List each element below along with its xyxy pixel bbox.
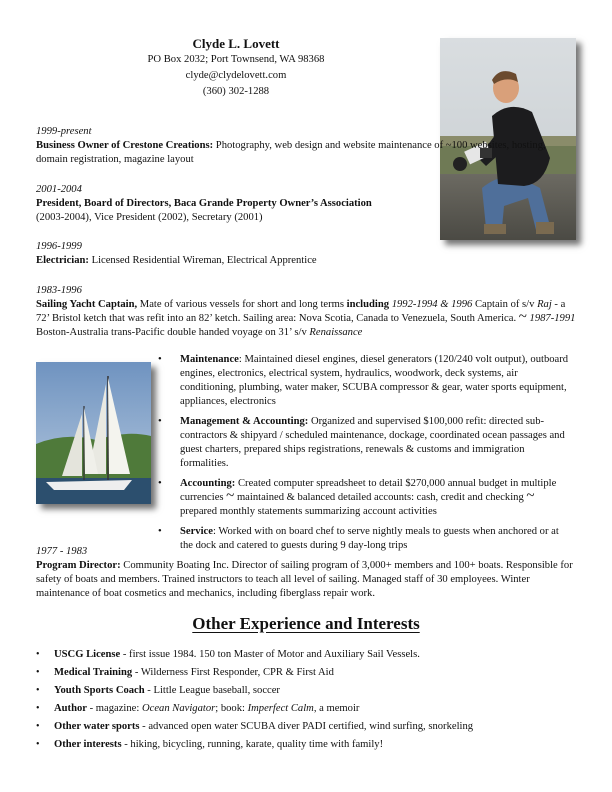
item-text: - Wilderness First Responder, CPR & First Aid — [132, 667, 334, 678]
job-date: 1999-present — [36, 126, 92, 137]
job-details: (2003-2004), Vice President (2002), Secretary (2001) — [36, 212, 263, 223]
item-text: - Little League baseball, soccer — [144, 685, 280, 696]
job-description — [36, 254, 580, 268]
bullet-icon: • — [158, 416, 162, 427]
bullet-icon: • — [36, 649, 40, 660]
sailboat-photo — [36, 362, 151, 504]
other-item-coach — [36, 684, 576, 702]
duty-item-maintenance — [158, 353, 574, 409]
job-details: Community Boating Inc. Director of sailing program of 3,000+ members and 100+ boats. Responsible for safety of boats and members. Trained instructors to teach all level of sailing. Managed staff of 30 employees. Winter maintenance of boat cosmetics and mechanics, including fiberglass repair work. — [36, 560, 573, 599]
duty-text: : Maintained diesel engines, diesel generators (120/240 volt output), outboard engines, electronics, electrical system, hydraulics, woodwork, deck systems, air conditioning, plumbing, water maker, SCUBA compressor & gear, water sports equipment, appliances, electronics — [180, 354, 569, 407]
item-title: Medical Training — [54, 667, 133, 678]
job-description: Sailing Yacht Captain, Mate of various vessels for short and long terms including 1992-1994 & 1996 Captain of s/v Raj - a 72’ Bristol ketch that was refit into an 82’ ketch. Sailing area: Nova Scotia, Canada to Venezuela, South America. ~ 1987-1991 Boston-Australia trans-Pacific double handed voyage on 31’ s/v Renaissance — [36, 299, 576, 338]
job-title: Electrician: — [36, 255, 89, 266]
section-heading-text: Other Experience and Interests — [192, 614, 420, 633]
job-entry-program-director — [36, 545, 580, 601]
bullet-icon: • — [158, 526, 162, 537]
section-heading — [120, 614, 492, 634]
magazine-name: Ocean Navigator — [141, 703, 216, 714]
item-title: Youth Sports Coach — [54, 685, 145, 696]
job-entry-crestone — [36, 125, 580, 167]
duty-item-management — [158, 415, 574, 471]
job-title: Sailing Yacht Captain, — [36, 299, 138, 310]
item-title: Other interests — [54, 739, 122, 750]
bullet-icon: • — [36, 685, 40, 696]
item-text: - advanced open water SCUBA diver PADI certified, wind surfing, snorkeling — [139, 721, 474, 732]
resume-header — [120, 36, 352, 100]
job-entry-sailing — [36, 284, 578, 340]
other-item-medical — [36, 666, 576, 684]
bullet-icon: • — [36, 703, 40, 714]
other-item-author: • Author - magazine: Ocean Navigator; book: Imperfect Calm, a memoir — [36, 703, 360, 714]
sailboat-image — [36, 362, 151, 504]
job-entry-baca — [36, 183, 580, 225]
item-text: - first issue 1984. 150 ton Master of Motor and Auxiliary Sail Vessels. — [120, 649, 420, 660]
job-title: Program Director: — [36, 560, 121, 571]
job-date: 2001-2004 — [36, 184, 82, 195]
other-item-water-sports — [36, 720, 576, 738]
item-title: USCG License — [54, 649, 121, 660]
job-title: President, Board of Directors, Baca Grande Property Owner’s Association — [36, 198, 372, 209]
other-item-uscg — [36, 648, 576, 666]
tilde-separator: ~ — [226, 488, 235, 504]
tilde-separator: ~ — [518, 309, 527, 325]
phone-number: (360) 302-1288 — [202, 86, 270, 97]
item-title: Author — [54, 703, 87, 714]
item-text: - hiking, bicycling, running, karate, quality time with family! — [121, 739, 384, 750]
bullet-icon: • — [36, 667, 40, 678]
bullet-icon: • — [36, 739, 40, 750]
duty-title: Management & Accounting: — [180, 416, 309, 427]
bullet-icon: • — [158, 478, 162, 489]
duty-text: Organized and supervised $100,000 refit: directed sub-contractors & shipyard / scheduled maintenance, dockage, coordinated ocean passages and guest charters, prepared ships registrations, renewals & customs and immigration formalities. — [180, 416, 565, 469]
bullet-icon: • — [36, 721, 40, 732]
job-date: 1977 - 1983 — [36, 546, 88, 557]
person-name: Clyde L. Lovett — [192, 36, 280, 51]
duty-text: : Worked with on board chef to serve nightly meals to guests when anchored or at the dock and catered to guests during 9 day-long trips — [180, 526, 559, 551]
email-address: clyde@clydelovett.com — [185, 70, 287, 81]
tilde-separator: ~ — [526, 488, 535, 504]
duty-title: Accounting: — [180, 478, 236, 489]
book-title: Imperfect Calm — [247, 703, 314, 714]
job-details: Photography, web design and website maintenance of ~100 websites, hosting, domain registration, magazine layout — [36, 140, 546, 165]
item-title: Other water sports — [54, 721, 140, 732]
duty-title: Maintenance — [180, 354, 239, 365]
job-title: Business Owner of Crestone Creations: — [36, 140, 214, 151]
job-date: 1983-1996 — [36, 285, 82, 296]
job-description — [36, 559, 580, 601]
duty-item-accounting: • Accounting: Created computer spreadsheet to detail $270,000 annual budget in multiple currencies ~ maintained & balanced detailed accounts: cash, credit and checking ~ prepared monthly statements summarizing account activities — [158, 478, 557, 517]
other-experience-list — [36, 648, 576, 756]
bullet-icon: • — [158, 354, 162, 365]
job-details: Licensed Residential Wireman, Electrical Apprentice — [88, 255, 317, 266]
job-description — [36, 139, 580, 167]
job-date: 1996-1999 — [36, 241, 82, 252]
job-entry-electrician — [36, 240, 580, 268]
sailing-duties-list — [158, 353, 574, 559]
postal-address: PO Box 2032; Port Townsend, WA 98368 — [147, 54, 325, 65]
other-item-interests — [36, 738, 576, 756]
duty-title: Service — [180, 526, 213, 537]
